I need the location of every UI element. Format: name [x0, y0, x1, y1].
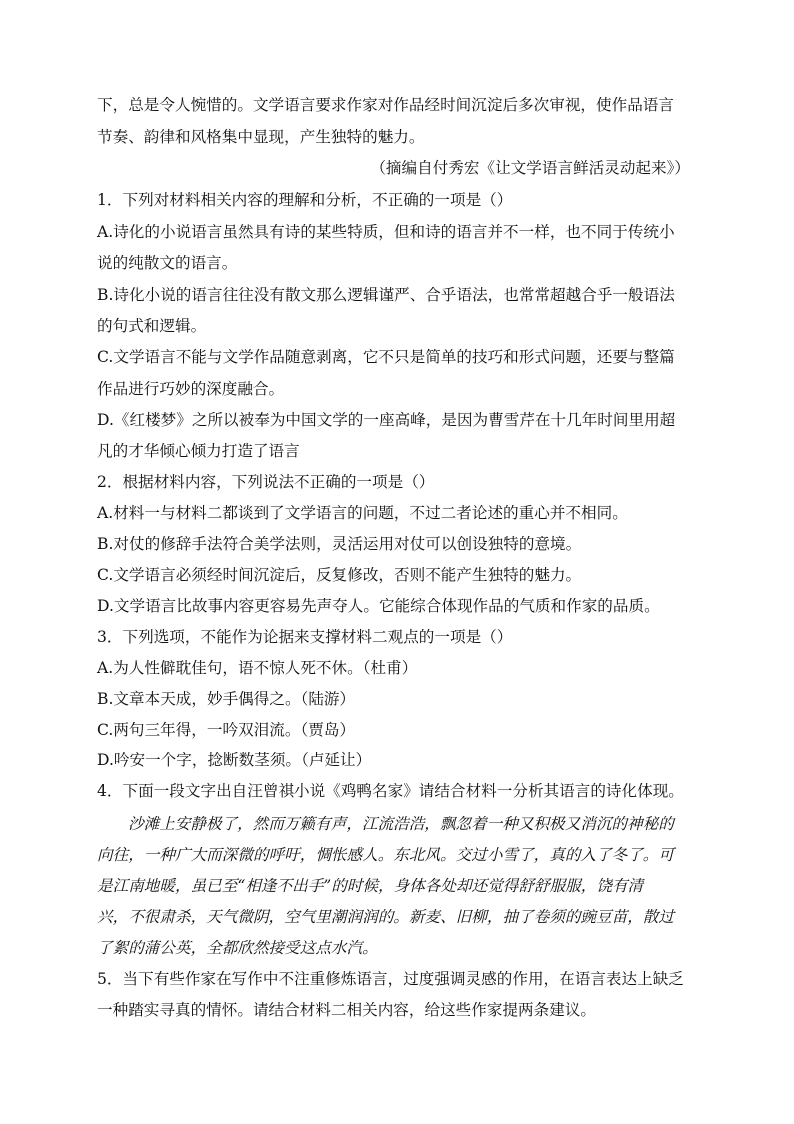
q1-option-d-line-1: D.《红楼梦》之所以被奉为中国文学的一座高峰，是因为曹雪芹在十几年时间里用超 — [97, 411, 676, 429]
q5-line-1: 5．当下有些作家在写作中不注重修炼语言，过度强调灵感的作用，在语言表达上缺乏 — [97, 970, 684, 988]
q3-option-c: C.两句三年得，一吟双泪流。（贾岛） — [97, 721, 356, 739]
q2-stem: 2．根据材料内容，下列说法不正确的一项是（） — [97, 473, 435, 491]
q1-option-b-line-2: 的句式和逻辑。 — [97, 317, 207, 335]
q1-option-d-line-2: 凡的才华倾心倾力打造了语言 — [97, 442, 300, 460]
q3-option-a: A.为人性僻耽佳句，语不惊人死不休。（杜甫） — [97, 659, 418, 677]
q4-excerpt-line-3: 是江南地暖，虽已至“相逢不出手”的时候，身体各处却还觉得舒舒服服，饶有清 — [97, 877, 644, 895]
q3-option-b: B.文章本天成，妙手偶得之。（陆游） — [97, 690, 356, 708]
q4-excerpt-line-4: 兴，不很肃杀，天气微阴，空气里潮润润的。新麦、旧柳，抽了卷须的豌豆苗，散过 — [97, 908, 674, 926]
q2-option-b: B.对仗的修辞手法符合美学法则，灵活运用对仗可以创设独特的意境。 — [97, 535, 582, 553]
q4-excerpt-line-5: 了絮的蒲公英，全都欣然接受这点水汽。 — [97, 939, 378, 957]
q3-stem: 3．下列选项，不能作为论据来支撑材料二观点的一项是（） — [97, 628, 513, 646]
q3-option-d: D.吟安一个字，捻断数茎须。（卢延让） — [97, 751, 372, 769]
q1-option-c-line-2: 作品进行巧妙的深度融合。 — [97, 380, 285, 398]
source-citation: （摘编自付秀宏《让文学语言鲜活灵动起来》） — [370, 159, 690, 177]
q1-option-b-line-1: B.诗化小说的语言往往没有散文那么逻辑谨严、合乎语法，也常常超越合乎一般语法 — [97, 286, 675, 304]
q4-excerpt-line-1: 沙滩上安静极了，然而万籁有声，江流浩浩，飘忽着一种又积极又消沉的神秘的 — [128, 815, 674, 833]
q5-line-2: 一种踏实寻真的情怀。请结合材料二相关内容，给这些作家提两条建议。 — [97, 1001, 597, 1019]
q4-excerpt-line-2: 向往，一种广大而深微的呼吁，惆怅感人。东北风。交过小雪了，真的入了冬了。可 — [97, 846, 674, 864]
q1-option-a-line-1: A.诗化的小说语言虽然具有诗的某些特质，但和诗的语言并不一样，也不同于传统小 — [97, 223, 675, 241]
q2-option-a: A.材料一与材料二都谈到了文学语言的问题，不过二者论述的重心并不相同。 — [97, 504, 628, 522]
passage-line-2: 节奏、韵律和风格集中显现，产生独特的魅力。 — [97, 128, 425, 146]
q1-option-a-line-2: 说的纯散文的语言。 — [97, 254, 238, 272]
q2-option-c: C.文学语言必须经时间沉淀后，反复修改，否则不能产生独特的魅力。 — [97, 566, 582, 584]
q2-option-d: D.文学语言比故事内容更容易先声夺人。它能综合体现作品的气质和作家的品质。 — [97, 597, 660, 615]
q1-option-c-line-1: C.文学语言不能与文学作品随意剥离，它不只是简单的技巧和形式问题，还要与整篇 — [97, 348, 675, 366]
q4-stem: 4．下面一段文字出自汪曾祺小说《鸡鸭名家》请结合材料一分析其语言的诗化体现。 — [97, 782, 684, 800]
passage-line-1: 下，总是令人惋惜的。文学语言要求作家对作品经时间沉淀后多次审视，使作品语言 — [97, 96, 674, 114]
q1-stem: 1．下列对材料相关内容的理解和分析，不正确的一项是（） — [97, 191, 513, 209]
